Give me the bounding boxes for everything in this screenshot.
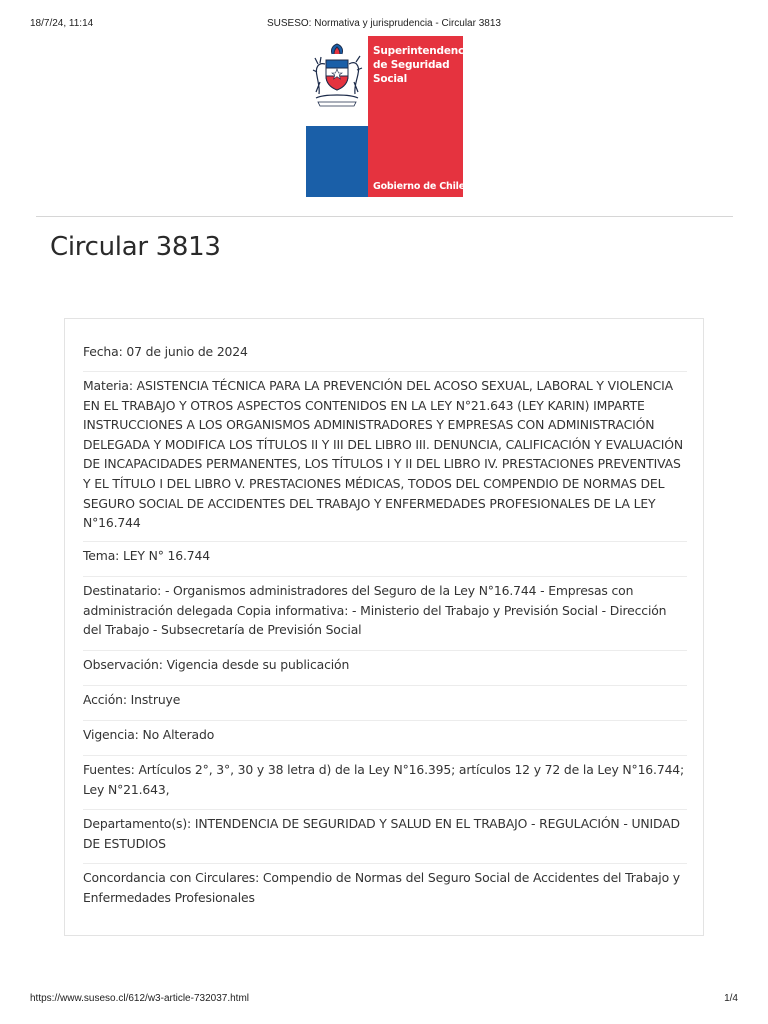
field-destinatario: Destinatario: - Organismos administradores del Seguro de la Ley N°16.744 - Empresas con administración delegada Copia informativa: - Ministerio del Trabajo y Previsión Social - Dirección del Trabajo - Subsecretaría de Previsión Social bbox=[83, 583, 667, 638]
print-header bbox=[30, 18, 738, 32]
field-fecha: Fecha: 07 de junio de 2024 bbox=[83, 344, 248, 359]
print-datetime: 18/7/24, 11:14 bbox=[30, 18, 94, 29]
suseso-logo[interactable] bbox=[306, 36, 475, 197]
page-title: Circular 3813 bbox=[50, 232, 221, 262]
field-separator bbox=[83, 576, 687, 577]
field-separator bbox=[83, 650, 687, 651]
field-tema: Tema: LEY N° 16.744 bbox=[83, 548, 211, 563]
field-departamentos: Departamento(s): INTENDENCIA DE SEGURIDAD Y SALUD EN EL TRABAJO - REGULACIÓN - UNIDAD DE ESTUDIOS bbox=[83, 816, 680, 851]
field-fuentes: Fuentes: Artículos 2°, 3°, 30 y 38 letra d) de la Ley N°16.395; artículos 12 y 72 de la Ley N°16.744; Ley N°21.643, bbox=[83, 762, 685, 797]
print-url: https://www.suseso.cl/612/w3-article-732037.html bbox=[30, 993, 249, 1004]
field-separator bbox=[83, 541, 687, 542]
logo-government: Gobierno de Chile bbox=[373, 181, 465, 192]
field-separator bbox=[83, 809, 687, 810]
field-separator bbox=[83, 755, 687, 756]
logo-org-line: de Seguridad bbox=[373, 59, 450, 71]
header-divider bbox=[36, 216, 733, 217]
field-separator bbox=[83, 863, 687, 864]
field-accion: Acción: Instruye bbox=[83, 692, 181, 707]
field-observacion: Observación: Vigencia desde su publicación bbox=[83, 657, 350, 672]
field-materia: Materia: ASISTENCIA TÉCNICA PARA LA PREVENCIÓN DEL ACOSO SEXUAL, LABORAL Y VIOLENCIA EN EL TRABAJO Y OTROS ASPECTOS CONTENIDOS EN LA LEY N°21.643 (LEY KARIN) IMPARTE INSTRUCCIONES A LOS ORGANISMOS ADMINISTRADORES Y EMPRESAS CON ADMINISTRACIÓN DELEGADA Y MODIFICA LOS TÍTULOS II Y III DEL LIBRO III. DENUNCIA, CALIFICACIÓN Y EVALUACIÓN DE INCAPACIDADES PERMANENTES, LOS TÍTULOS I Y II DEL LIBRO IV. PRESTACIONES PREVENTIVAS Y EL TÍTULO I DEL LIBRO V. PRESTACIONES MÉDICAS, TODOS DEL COMPENDIO DE NORMAS DEL SEGURO SOCIAL DE ACCIDENTES DEL TRABAJO Y ENFERMEDADES PROFESIONALES DE LA LEY N°16.744 bbox=[83, 378, 683, 531]
field-separator bbox=[83, 685, 687, 686]
print-page-title: SUSESO: Normativa y jurisprudencia - Circular 3813 bbox=[267, 18, 501, 29]
print-footer bbox=[30, 993, 738, 1007]
field-separator bbox=[83, 371, 687, 372]
logo-org-line: Superintendencia bbox=[373, 45, 475, 57]
field-separator bbox=[83, 720, 687, 721]
field-vigencia: Vigencia: No Alterado bbox=[83, 727, 215, 742]
field-concordancia: Concordancia con Circulares: Compendio de Normas del Seguro Social de Accidentes del Trabajo y Enfermedades Profesionales bbox=[83, 870, 680, 905]
print-page-number: 1/4 bbox=[724, 993, 738, 1004]
logo-org-line: Social bbox=[373, 73, 408, 85]
coat-of-arms-icon bbox=[310, 42, 364, 122]
logo-org-name bbox=[373, 44, 475, 86]
circular-details-card bbox=[64, 318, 704, 936]
